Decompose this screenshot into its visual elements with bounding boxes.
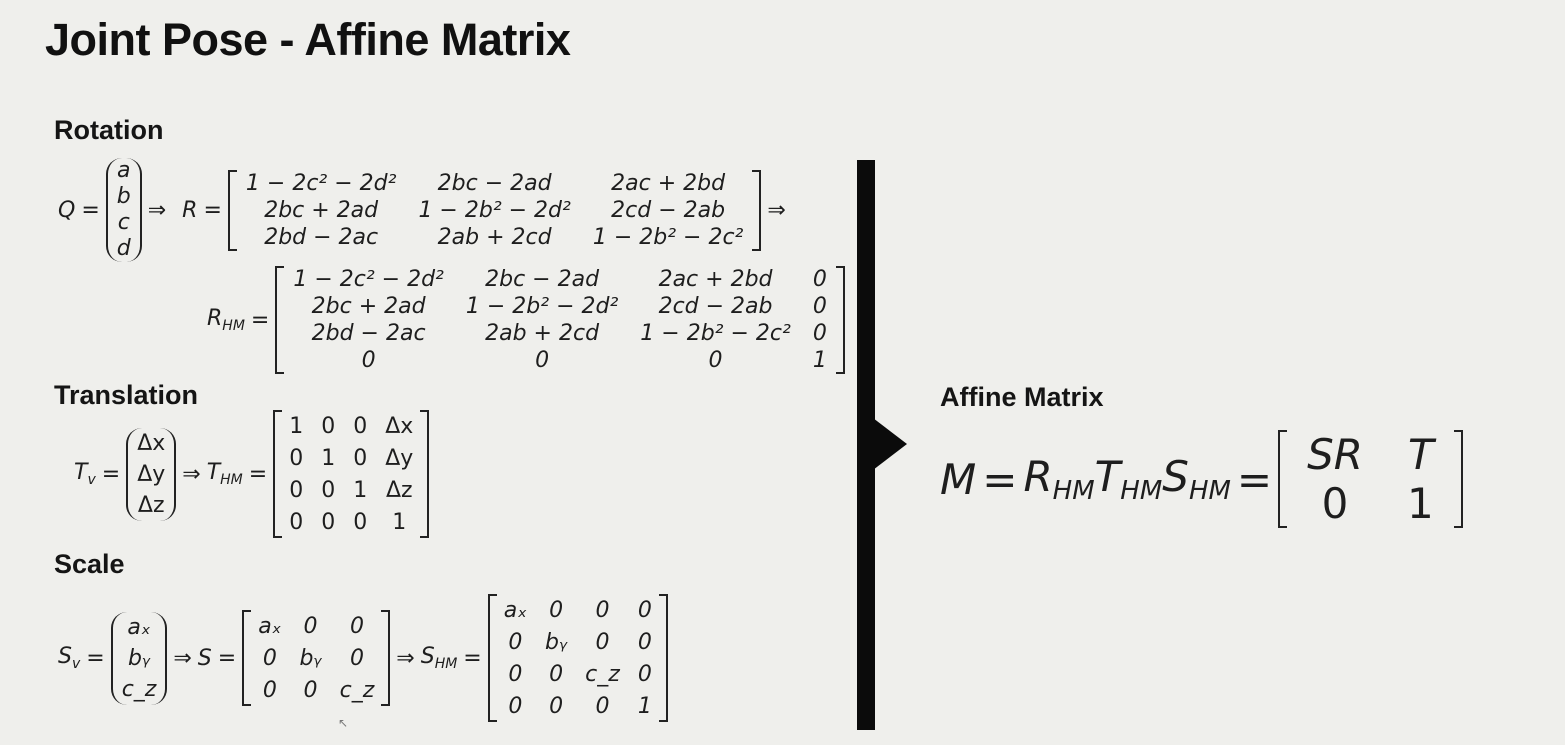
matrix-cell: 0 (353, 509, 368, 535)
scale-equation (58, 594, 668, 722)
implies-arrow: ⇒ (147, 197, 167, 223)
rotation-hm-term: $R_{HM}$ (1023, 452, 1095, 506)
implies-arrow: ⇒ (396, 645, 415, 671)
equals-sign: = (86, 645, 105, 671)
translation-vector-symbol: $T_v$ (74, 460, 96, 488)
matrix-cell: 2ac + 2bd (611, 170, 726, 196)
matrix-cell: 0 (812, 294, 827, 319)
matrix-cell: 1 (289, 413, 304, 439)
matrix-cell: 2bc + 2ad (264, 197, 379, 223)
matrix-cell: 1 (392, 509, 407, 535)
matrix-cell: Δx (385, 413, 414, 439)
matrix-cell: 0 (262, 645, 277, 671)
translation-hm-term: $T_{HM}$ (1094, 452, 1163, 506)
quaternion-symbol: Q (58, 197, 76, 223)
matrix-cell: 1 (637, 693, 652, 719)
matrix-cell: 0 (708, 348, 723, 373)
right-arrow-icon (873, 418, 907, 470)
scale-hm-matrix (488, 594, 668, 722)
matrix-cell: 0 (349, 613, 364, 639)
vector-entry: c_z (121, 676, 157, 702)
matrix-cell: 1 (321, 445, 336, 471)
matrix-cell: 0 (361, 348, 376, 373)
matrix-cell: SR (1307, 430, 1363, 479)
matrix-cell: 0 (353, 445, 368, 471)
vector-entry: bᵧ (127, 645, 151, 671)
matrix-cell: 2bd − 2ac (311, 321, 426, 346)
equals-sign: = (250, 307, 270, 333)
affine-heading: Affine Matrix (940, 382, 1104, 412)
matrix-cell: 0 (595, 597, 610, 623)
matrix-cell: 0 (595, 693, 610, 719)
translation-hm-symbol: $T_{HM}$ (206, 460, 243, 488)
vector-entry: c (117, 210, 130, 235)
translation-vector (126, 428, 176, 521)
equals-sign: = (982, 454, 1018, 504)
page-title: Joint Pose - Affine Matrix (45, 14, 571, 65)
matrix-cell: 0 (289, 477, 304, 503)
cursor-icon: ↖ (338, 716, 349, 730)
matrix-cell: 0 (321, 477, 336, 503)
matrix-cell: 2ab + 2cd (437, 224, 552, 250)
matrix-cell: 0 (321, 413, 336, 439)
translation-heading: Translation (54, 380, 199, 410)
matrix-cell: 0 (303, 677, 318, 703)
matrix-cell: 0 (349, 645, 364, 671)
equals-sign: = (1236, 454, 1273, 504)
translation-equation (74, 410, 429, 538)
matrix-cell: 1 − 2b² − 2d² (465, 294, 619, 319)
equals-sign: = (217, 645, 237, 671)
vector-entry: b (116, 184, 131, 209)
translation-hm-matrix (273, 410, 429, 538)
matrix-cell: 1 − 2c² − 2d² (293, 267, 444, 292)
matrix-cell: c_z (339, 677, 375, 703)
matrix-cell: 1 − 2b² − 2d² (418, 197, 571, 223)
matrix-cell: 0 (812, 321, 827, 346)
matrix-cell: c_z (585, 661, 620, 687)
affine-matrix (1278, 430, 1463, 528)
matrix-cell: 1 − 2b² − 2c² (592, 224, 744, 250)
scale-heading: Scale (54, 549, 125, 579)
matrix-cell: 0 (508, 661, 523, 687)
matrix-cell: 0 (637, 661, 652, 687)
scale-vector (111, 612, 168, 705)
matrix-cell: 1 (1406, 479, 1434, 528)
rotation-matrix (228, 170, 761, 251)
equals-sign: = (203, 197, 222, 223)
vector-entry: Δy (137, 461, 166, 487)
equals-sign: = (101, 461, 121, 487)
scale-hm-symbol: $S_{HM}$ (420, 644, 458, 672)
quaternion-vector (106, 158, 142, 262)
equals-sign: = (463, 645, 482, 671)
matrix-cell: 0 (303, 613, 318, 639)
matrix-cell: 0 (321, 509, 336, 535)
matrix-cell: 0 (535, 348, 550, 373)
matrix-cell: 0 (1321, 479, 1349, 528)
matrix-cell: 0 (289, 509, 304, 535)
matrix-cell: 2ab + 2cd (485, 321, 600, 346)
affine-equation (940, 430, 1463, 528)
matrix-cell: aₓ (503, 597, 527, 623)
equals-sign: = (81, 197, 100, 223)
matrix-cell: T (1408, 430, 1434, 479)
matrix-cell: Δy (385, 445, 414, 471)
scale-symbol: S (197, 645, 212, 671)
matrix-cell: Δz (385, 477, 413, 503)
rotation-symbol: R (182, 197, 198, 223)
rotation-hm-matrix (275, 266, 844, 374)
vector-entry: d (116, 236, 131, 261)
vector-entry: Δz (137, 492, 165, 518)
matrix-cell: 0 (262, 677, 277, 703)
matrix-cell: 0 (508, 629, 523, 655)
matrix-cell: bᵧ (299, 645, 322, 671)
rotation-hm-symbol: $R_{HM}$ (207, 306, 245, 334)
rotation-heading: Rotation (54, 115, 164, 145)
rotation-equation (58, 158, 792, 262)
matrix-cell: 2bc − 2ad (437, 170, 552, 196)
matrix-cell: 0 (595, 629, 610, 655)
matrix-cell: 1 − 2c² − 2d² (245, 170, 397, 196)
equals-sign: = (248, 461, 268, 487)
rotation-hm-equation (207, 266, 845, 374)
matrix-cell: 0 (549, 661, 564, 687)
vector-entry: a (117, 158, 131, 183)
scale-hm-term: $S_{HM}$ (1162, 452, 1231, 506)
matrix-cell: 1 (812, 348, 827, 373)
matrix-cell: 2ac + 2bd (658, 267, 773, 292)
matrix-cell: 0 (353, 413, 368, 439)
matrix-cell: 0 (549, 597, 564, 623)
matrix-cell: 0 (289, 445, 304, 471)
matrix-cell: 1 (353, 477, 368, 503)
matrix-cell: 2bd − 2ac (264, 224, 379, 250)
implies-arrow: ⇒ (182, 461, 201, 487)
scale-vector-symbol: $S_v$ (58, 644, 81, 672)
scale-matrix (242, 610, 390, 706)
matrix-cell: 0 (812, 267, 827, 292)
matrix-cell: 2bc − 2ad (485, 267, 600, 292)
matrix-cell: 0 (637, 629, 652, 655)
matrix-cell: 0 (508, 693, 523, 719)
matrix-cell: 2bc + 2ad (311, 294, 426, 319)
matrix-cell: 0 (637, 597, 652, 623)
implies-arrow: ⇒ (173, 645, 192, 671)
vector-entry: aₓ (127, 614, 151, 640)
implies-arrow: ⇒ (767, 197, 786, 223)
matrix-cell: 0 (549, 693, 564, 719)
matrix-cell: aₓ (258, 613, 282, 639)
matrix-cell: 2cd − 2ab (611, 197, 726, 223)
matrix-cell: 1 − 2b² − 2c² (640, 321, 791, 346)
matrix-cell: 2cd − 2ab (658, 294, 773, 319)
vector-entry: Δx (137, 430, 166, 456)
matrix-cell: bᵧ (544, 629, 568, 655)
affine-symbol: M (940, 454, 977, 504)
